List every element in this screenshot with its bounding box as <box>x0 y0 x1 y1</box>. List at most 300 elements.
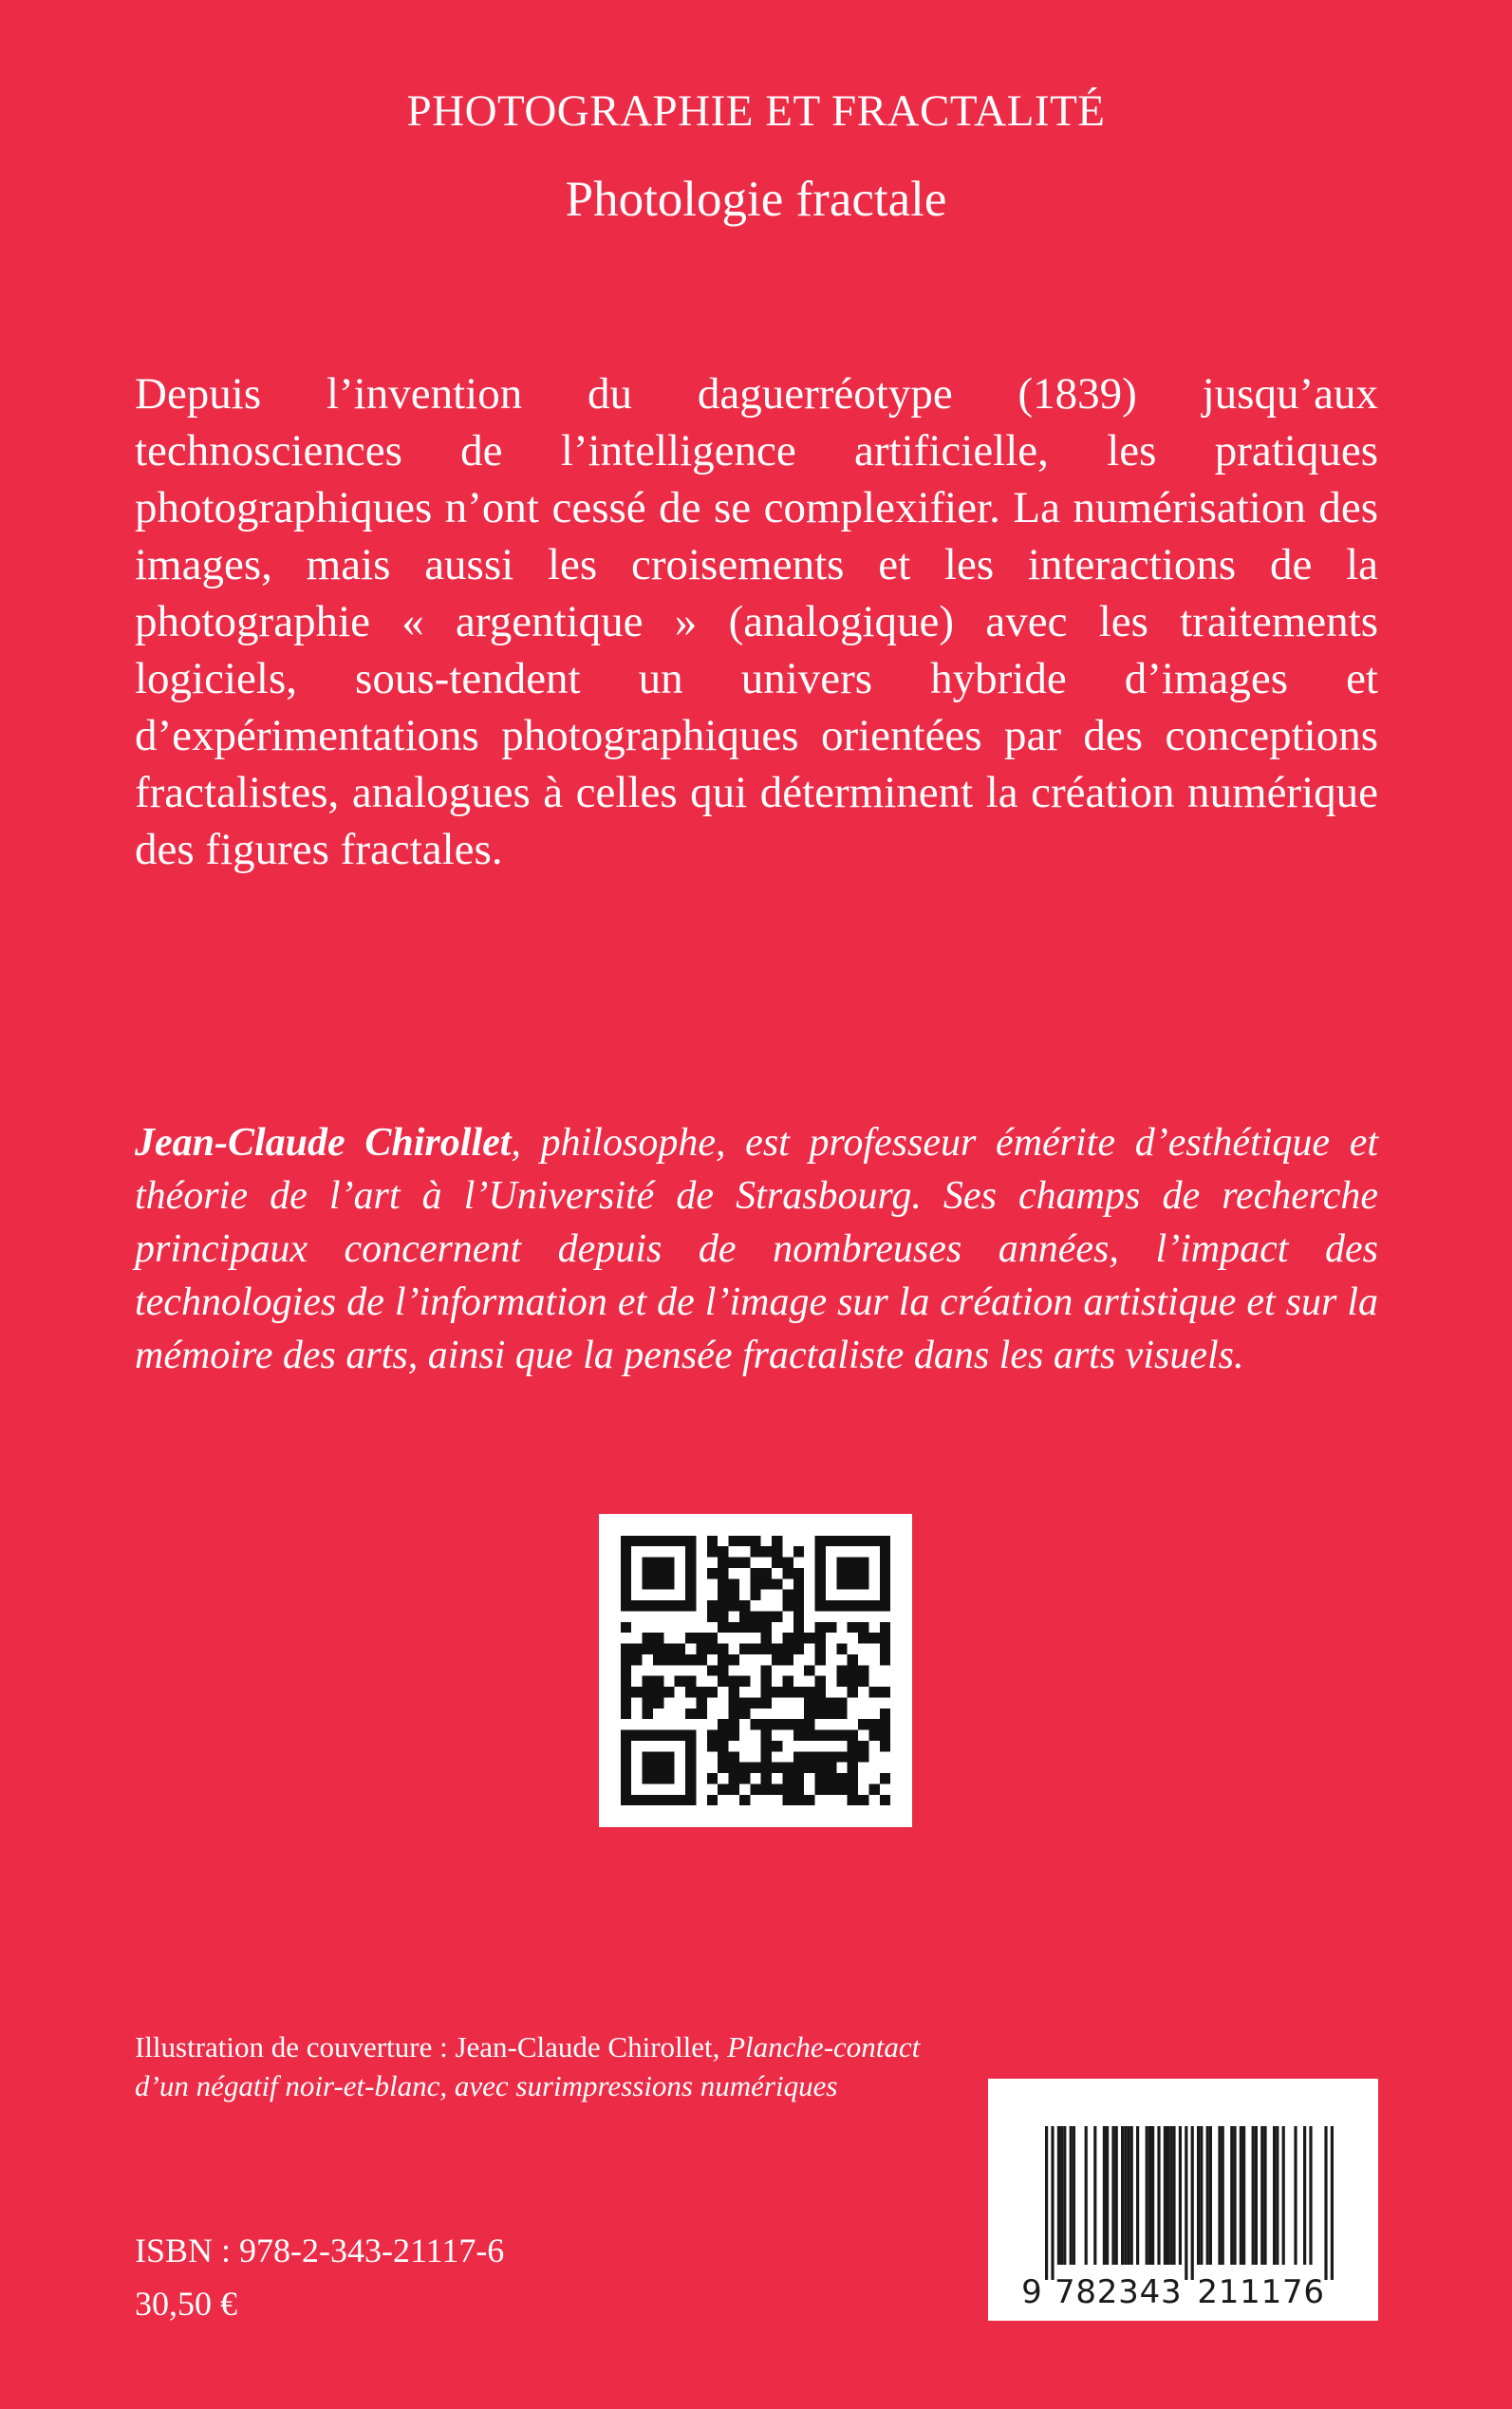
qr-module <box>750 1568 760 1578</box>
qr-module <box>880 1558 890 1568</box>
qr-module <box>643 1644 653 1654</box>
qr-module <box>804 1763 814 1773</box>
qr-module <box>826 1751 836 1762</box>
qr-module <box>761 1644 772 1654</box>
qr-module <box>815 1590 826 1600</box>
qr-module <box>836 1665 847 1675</box>
qr-module <box>663 1687 674 1697</box>
barcode-bar <box>1185 2126 1187 2280</box>
qr-module <box>858 1536 868 1546</box>
qr-module <box>685 1783 696 1794</box>
qr-module <box>761 1622 772 1633</box>
qr-module <box>836 1676 847 1687</box>
qr-module <box>772 1546 782 1557</box>
qr-module <box>836 1578 847 1589</box>
author-name: Jean-Claude Chirollet <box>135 1121 512 1165</box>
qr-module <box>772 1611 782 1621</box>
qr-module <box>707 1795 718 1805</box>
qr-module <box>653 1536 663 1546</box>
qr-module <box>750 1536 760 1546</box>
qr-module <box>815 1578 826 1589</box>
qr-module <box>761 1773 772 1783</box>
qr-module <box>739 1773 750 1783</box>
qr-module <box>793 1730 804 1741</box>
barcode-bar <box>1103 2126 1106 2265</box>
qr-module <box>643 1633 653 1643</box>
qr-module <box>621 1665 631 1675</box>
barcode-bar <box>1146 2126 1148 2265</box>
qr-module <box>782 1763 793 1773</box>
qr-module <box>782 1600 793 1611</box>
barcode-digit: 2 <box>1197 2273 1219 2311</box>
qr-module <box>718 1558 728 1568</box>
qr-module <box>826 1773 836 1783</box>
qr-module <box>804 1730 814 1741</box>
barcode-digit: 1 <box>1218 2273 1240 2311</box>
qr-module <box>696 1633 706 1643</box>
qr-module <box>739 1644 750 1654</box>
qr-module <box>848 1751 858 1762</box>
qr-module <box>880 1644 890 1654</box>
qr-module <box>653 1763 663 1773</box>
book-subtitle: Photologie fractale <box>565 172 947 227</box>
qr-module <box>804 1697 814 1708</box>
qr-module <box>782 1654 793 1665</box>
qr-module <box>772 1741 782 1751</box>
qr-module <box>653 1697 663 1708</box>
qr-module <box>729 1654 739 1665</box>
qr-module <box>653 1687 663 1697</box>
qr-module <box>793 1644 804 1654</box>
qr-module <box>739 1697 750 1708</box>
qr-module <box>858 1676 868 1687</box>
qr-module <box>621 1644 631 1654</box>
qr-module <box>793 1611 804 1621</box>
qr-module <box>643 1697 653 1708</box>
barcode-digit: 2 <box>1096 2273 1118 2311</box>
barcode-bar <box>1045 2126 1048 2280</box>
qr-module <box>880 1568 890 1578</box>
qr-module <box>815 1644 826 1654</box>
qr-module <box>696 1687 706 1697</box>
credits-title: Planche-contact d’un négatif noir-et-blanc, avec surimpressions numériques <box>135 2030 921 2102</box>
qr-module <box>761 1611 772 1621</box>
qr-module <box>868 1730 879 1741</box>
qr-module <box>696 1709 706 1719</box>
qr-module <box>793 1546 804 1557</box>
qr-module <box>718 1546 728 1557</box>
qr-module <box>793 1633 804 1643</box>
qr-module <box>729 1622 739 1633</box>
qr-module <box>729 1783 739 1794</box>
qr-module <box>826 1536 836 1546</box>
qr-module <box>868 1687 879 1697</box>
qr-module <box>793 1719 804 1729</box>
qr-module <box>848 1763 858 1773</box>
qr-module <box>729 1558 739 1568</box>
qr-module <box>663 1536 674 1546</box>
qr-module <box>750 1611 760 1621</box>
price: 30,50 € <box>135 2285 237 2323</box>
qr-module <box>793 1568 804 1578</box>
barcode-bar <box>1073 2126 1075 2265</box>
qr-module <box>772 1783 782 1794</box>
qr-module <box>880 1600 890 1611</box>
qr-module <box>772 1687 782 1697</box>
qr-module <box>621 1709 631 1719</box>
qr-module <box>761 1676 772 1687</box>
qr-module <box>621 1795 631 1805</box>
qr-module <box>718 1568 728 1578</box>
qr-module <box>836 1600 847 1611</box>
qr-module <box>685 1741 696 1751</box>
qr-module <box>663 1730 674 1741</box>
barcode-bar <box>1263 2126 1266 2265</box>
qr-module <box>685 1730 696 1741</box>
qr-module <box>815 1633 826 1643</box>
qr-module <box>643 1578 653 1589</box>
qr-module <box>750 1783 760 1794</box>
barcode-bar <box>1242 2126 1245 2265</box>
barcode-bar <box>1127 2126 1129 2265</box>
qr-module <box>707 1568 718 1578</box>
qr-module <box>653 1578 663 1589</box>
qr-module <box>750 1590 760 1600</box>
qr-module <box>858 1741 868 1751</box>
barcode-bar <box>1172 2126 1175 2265</box>
qr-module <box>782 1644 793 1654</box>
qr-module <box>707 1546 718 1557</box>
qr-module <box>739 1600 750 1611</box>
qr-module <box>718 1741 728 1751</box>
qr-module <box>815 1558 826 1568</box>
barcode-bar <box>1148 2126 1151 2265</box>
qr-module <box>696 1654 706 1665</box>
qr-module <box>848 1622 858 1633</box>
qr-module <box>836 1730 847 1741</box>
qr-module <box>815 1676 826 1687</box>
qr-module <box>782 1558 793 1568</box>
author-bio <box>135 1116 1378 1382</box>
qr-module <box>643 1709 653 1719</box>
qr-module <box>804 1719 814 1729</box>
barcode-bar <box>1331 2126 1334 2280</box>
qr-module <box>653 1654 663 1665</box>
qr-module <box>836 1644 847 1654</box>
barcode-bar <box>1179 2126 1182 2265</box>
qr-module <box>761 1763 772 1773</box>
barcode-bar <box>1309 2126 1312 2265</box>
qr-module <box>880 1719 890 1729</box>
barcode-bar <box>1115 2126 1118 2265</box>
qr-module <box>880 1795 890 1805</box>
qr-module <box>782 1590 793 1600</box>
qr-module <box>718 1611 728 1621</box>
qr-module <box>631 1795 642 1805</box>
barcode-bar <box>1240 2126 1242 2265</box>
qr-module <box>739 1676 750 1687</box>
qr-module <box>621 1730 631 1741</box>
qr-module <box>793 1763 804 1773</box>
qr-code[interactable] <box>599 1514 912 1827</box>
qr-module <box>815 1783 826 1794</box>
qr-module <box>685 1763 696 1773</box>
qr-module <box>685 1795 696 1805</box>
qr-module <box>643 1751 653 1762</box>
qr-module <box>643 1600 653 1611</box>
qr-module <box>793 1751 804 1762</box>
qr-module <box>868 1600 879 1611</box>
barcode-bar <box>1230 2126 1233 2265</box>
qr-module <box>880 1773 890 1783</box>
qr-module <box>880 1536 890 1546</box>
qr-module <box>621 1741 631 1751</box>
qr-module <box>707 1644 718 1654</box>
barcode-bar <box>1124 2126 1127 2265</box>
qr-module <box>782 1773 793 1783</box>
qr-module <box>782 1568 793 1578</box>
qr-module <box>815 1654 826 1665</box>
summary-paragraph: Depuis l’invention du daguerréotype (1839) jusqu’aux technosciences de l’intelligence artificielle, les pratiques photographiques n’ont cessé de se complexifier. La numérisation des images, mais aussi les croisements et les interactions de la photographie « argentique » (analogique) avec les traitements logiciels, sous-tendent un univers hybride d’images et d’expérimentations photographiques orientées par des conceptions fractalistes, analogues à celles qui déterminent la création numérique des figures fractales. <box>135 369 1378 874</box>
qr-module <box>696 1697 706 1708</box>
qr-module <box>707 1687 718 1697</box>
qr-module <box>836 1709 847 1719</box>
qr-module <box>707 1600 718 1611</box>
qr-module <box>826 1697 836 1708</box>
qr-module <box>729 1709 739 1719</box>
qr-module <box>729 1730 739 1741</box>
qr-module <box>621 1600 631 1611</box>
qr-module <box>675 1654 685 1665</box>
qr-module <box>718 1590 728 1600</box>
barcode-bar <box>1294 2126 1297 2265</box>
qr-module <box>782 1783 793 1794</box>
barcode-bar <box>1218 2126 1221 2265</box>
qr-module <box>793 1783 804 1794</box>
qr-module <box>858 1558 868 1568</box>
barcode-bar <box>1093 2126 1096 2265</box>
qr-module <box>718 1730 728 1741</box>
qr-module <box>836 1783 847 1794</box>
barcode-bar <box>1324 2126 1327 2280</box>
qr-module <box>772 1536 782 1546</box>
barcode-bar <box>1157 2126 1160 2265</box>
qr-module <box>815 1773 826 1783</box>
barcode-digit: 7 <box>1054 2273 1075 2311</box>
qr-module <box>675 1600 685 1611</box>
qr-module <box>793 1687 804 1697</box>
qr-module <box>772 1644 782 1654</box>
qr-module <box>739 1709 750 1719</box>
qr-module <box>836 1568 847 1578</box>
qr-module <box>685 1654 696 1665</box>
qr-module <box>793 1578 804 1589</box>
barcode-bar <box>1255 2126 1258 2265</box>
barcode-digit: 1 <box>1260 2273 1282 2311</box>
qr-module <box>793 1795 804 1805</box>
qr-module <box>685 1546 696 1557</box>
qr-module <box>815 1568 826 1578</box>
qr-module <box>663 1644 674 1654</box>
isbn: ISBN : 978-2-343-21117-6 <box>135 2232 505 2269</box>
barcode-bar <box>1063 2126 1066 2265</box>
qr-module <box>815 1709 826 1719</box>
qr-module <box>707 1611 718 1621</box>
qr-module <box>729 1773 739 1783</box>
qr-module <box>739 1763 750 1773</box>
barcode-bar <box>1121 2126 1124 2265</box>
barcode-bar <box>1233 2126 1236 2265</box>
qr-module <box>868 1633 879 1643</box>
qr-module <box>750 1719 760 1729</box>
qr-module <box>739 1558 750 1568</box>
bio-text: , philosophe, est professeur émérite d’esthétique et théorie de l’art à l’Université de Strasbourg. Ses champs de recherche principaux concernent depuis de nombreuses années, l’impact des technologies de l’information et de l’image sur la création artistique et sur la mémoire des arts, ainsi que la pensée fractaliste dans les arts visuels. <box>135 1121 1378 1377</box>
qr-module <box>826 1600 836 1611</box>
qr-module <box>621 1590 631 1600</box>
qr-module <box>653 1633 663 1643</box>
qr-module <box>772 1578 782 1589</box>
qr-module <box>761 1697 772 1708</box>
qr-module <box>685 1558 696 1568</box>
qr-module <box>848 1730 858 1741</box>
qr-module <box>826 1730 836 1741</box>
qr-module <box>761 1665 772 1675</box>
qr-module <box>643 1687 653 1697</box>
qr-module <box>621 1687 631 1697</box>
qr-module <box>858 1578 868 1589</box>
qr-module <box>880 1578 890 1589</box>
qr-module <box>848 1558 858 1568</box>
qr-module <box>858 1665 868 1675</box>
qr-module <box>643 1558 653 1568</box>
qr-module <box>804 1751 814 1762</box>
barcode-bar <box>1051 2126 1054 2280</box>
qr-module <box>815 1536 826 1546</box>
qr-module <box>718 1676 728 1687</box>
qr-module <box>836 1773 847 1783</box>
barcode-bar <box>1057 2126 1060 2265</box>
qr-module <box>631 1730 642 1741</box>
qr-module <box>848 1741 858 1751</box>
qr-module <box>718 1719 728 1729</box>
barcode-digit: 3 <box>1118 2273 1139 2311</box>
barcode-digit: 8 <box>1075 2273 1097 2311</box>
qr-module <box>675 1730 685 1741</box>
barcode-bar <box>1169 2126 1172 2265</box>
barcode-bar <box>1303 2126 1306 2265</box>
qr-module <box>653 1600 663 1611</box>
qr-module <box>718 1654 728 1665</box>
qr-module <box>880 1741 890 1751</box>
qr-module <box>631 1644 642 1654</box>
qr-module <box>643 1568 653 1578</box>
qr-module <box>848 1687 858 1697</box>
qr-module <box>858 1633 868 1643</box>
qr-module <box>858 1751 868 1762</box>
qr-module <box>750 1763 760 1773</box>
qr-module <box>643 1676 653 1687</box>
qr-module <box>663 1751 674 1762</box>
qr-module <box>761 1783 772 1794</box>
qr-module <box>718 1622 728 1633</box>
qr-module <box>621 1546 631 1557</box>
qr-module <box>880 1622 890 1633</box>
qr-module <box>621 1763 631 1773</box>
barcode-bar <box>1070 2126 1073 2265</box>
qr-module <box>848 1578 858 1589</box>
barcode-bar <box>1260 2126 1263 2265</box>
qr-module <box>848 1676 858 1687</box>
book-title: PHOTOGRAPHIE ET FRACTALITÉ <box>406 86 1106 136</box>
qr-module <box>880 1590 890 1600</box>
qr-module <box>848 1536 858 1546</box>
barcode-digit: 4 <box>1139 2273 1161 2311</box>
qr-module <box>815 1622 826 1633</box>
qr-module <box>858 1600 868 1611</box>
barcode-bar <box>1206 2126 1209 2265</box>
qr-module <box>772 1763 782 1773</box>
qr-module <box>653 1795 663 1805</box>
qr-module <box>750 1644 760 1654</box>
qr-module <box>739 1622 750 1633</box>
qr-module <box>761 1633 772 1643</box>
qr-module <box>848 1795 858 1805</box>
barcode-bar <box>1060 2126 1063 2265</box>
qr-module <box>685 1590 696 1600</box>
qr-module <box>675 1795 685 1805</box>
qr-module <box>836 1536 847 1546</box>
qr-module <box>782 1633 793 1643</box>
qr-module <box>718 1578 728 1589</box>
qr-module <box>826 1763 836 1773</box>
qr-module <box>685 1709 696 1719</box>
qr-module <box>685 1676 696 1687</box>
qr-module <box>707 1741 718 1751</box>
qr-module <box>858 1795 868 1805</box>
qr-module <box>793 1622 804 1633</box>
qr-module <box>621 1783 631 1794</box>
qr-module <box>761 1730 772 1741</box>
qr-module <box>772 1719 782 1729</box>
qr-module <box>675 1536 685 1546</box>
qr-module <box>685 1600 696 1611</box>
qr-module <box>643 1730 653 1741</box>
qr-module <box>663 1600 674 1611</box>
qr-module <box>804 1709 814 1719</box>
qr-module <box>880 1633 890 1643</box>
barcode-bar <box>1130 2126 1133 2265</box>
qr-module <box>858 1622 868 1633</box>
qr-module <box>782 1795 793 1805</box>
qr-module <box>750 1546 760 1557</box>
qr-module <box>685 1751 696 1762</box>
qr-module <box>663 1654 674 1665</box>
qr-module <box>761 1741 772 1751</box>
qr-module <box>685 1687 696 1697</box>
qr-module <box>621 1751 631 1762</box>
qr-module <box>707 1536 718 1546</box>
qr-module <box>718 1644 728 1654</box>
qr-module <box>653 1676 663 1687</box>
qr-module <box>643 1536 653 1546</box>
qr-module <box>675 1644 685 1654</box>
qr-module <box>880 1709 890 1719</box>
qr-module <box>729 1687 739 1697</box>
qr-module <box>836 1751 847 1762</box>
qr-module <box>718 1751 728 1762</box>
qr-module <box>815 1763 826 1773</box>
barcode-digit: 3 <box>1160 2273 1182 2311</box>
